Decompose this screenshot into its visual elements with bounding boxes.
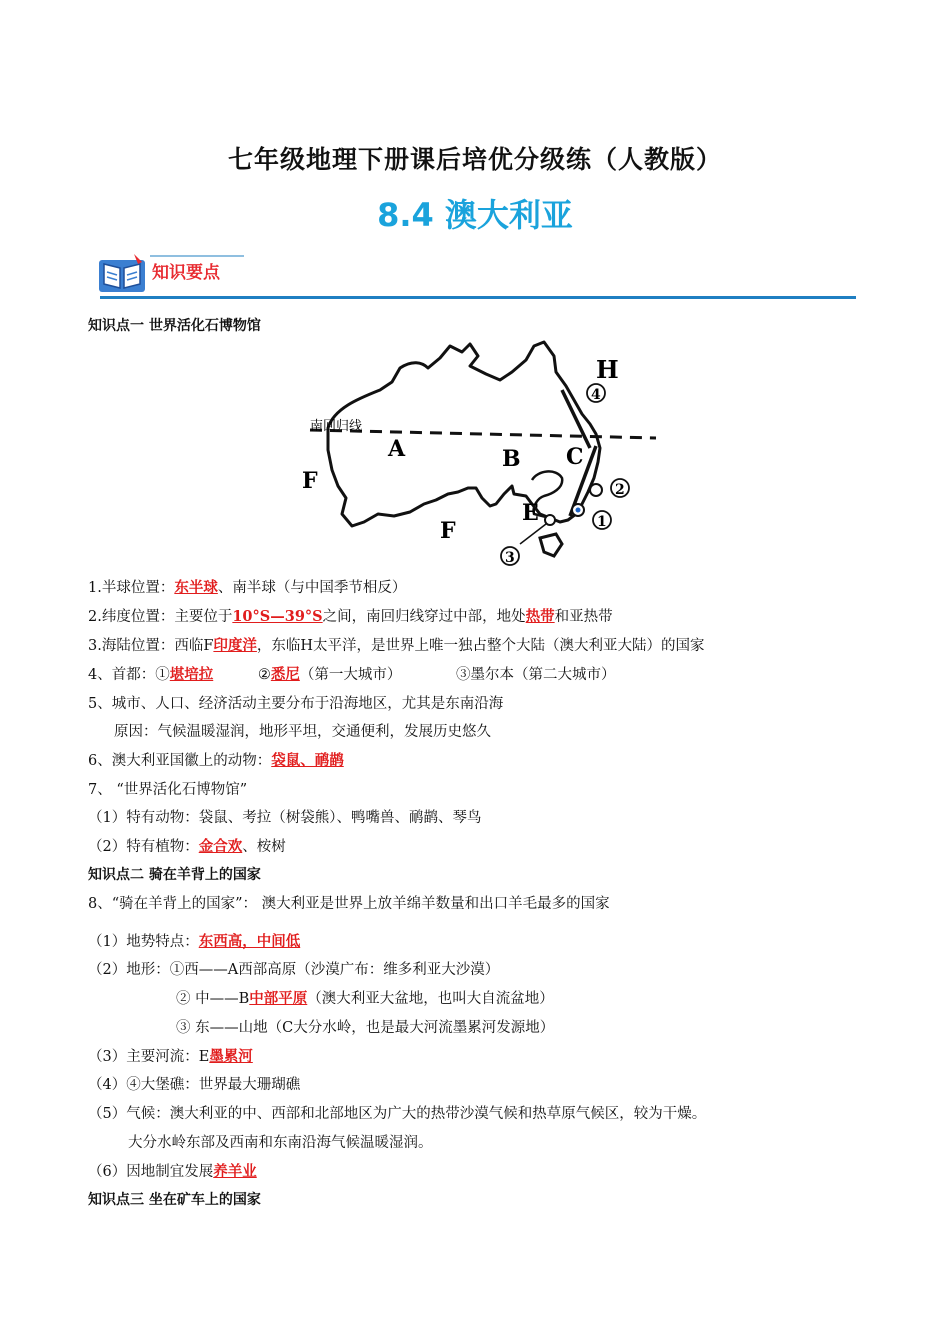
label-B: B [502,446,521,472]
label-C: C [566,444,584,470]
kp1-line-7b: （2）特有植物：金合欢、桉树 [88,838,286,855]
kp2-line-8: 8、“骑在羊背上的国家”： 澳大利亚是世界上放羊绵羊数量和出口羊毛最多的国家 [88,896,610,912]
answer: 堪培拉 [169,666,214,683]
label-E: E [522,500,539,526]
kp1-line-6: 6、澳大利亚国徽上的动物：袋鼠、鸸鹋 [88,752,344,769]
section-badge-label: 知识要点 [152,263,220,283]
kp1-line-7a: （1）特有动物：袋鼠、考拉（树袋熊）、鸭嘴兽、鸸鹋、琴鸟 [88,810,482,826]
kp3-heading: 知识点三 坐在矿车上的国家 [88,1192,261,1208]
tropic-label: 南回归线 [310,419,363,434]
kp2-heading: 知识点二 骑在羊背上的国家 [88,867,261,883]
melbourne-marker [545,515,555,525]
kp2-line-s4: （4）④大堡礁：世界最大珊瑚礁 [88,1077,301,1093]
answer: 金合欢 [198,838,243,855]
answer: 10°S—39°S [232,608,323,625]
label-F-south: F [440,518,456,544]
lesson-title: 8.4 澳大利亚 [377,196,573,234]
kp2-line-s2c: ③ 东——山地（C大分水岭，也是最大河流墨累河发源地） [176,1020,555,1036]
answer: 养羊业 [213,1163,257,1180]
australia-outline [328,342,600,526]
kp1-line-5: 5、城市、人口、经济活动主要分布于沿海地区，尤其是东南沿海 [88,696,504,712]
australia-map [300,338,660,570]
kp2-line-s3: （3）主要河流：E墨累河 [88,1048,253,1065]
answer: 悉尼 [270,666,300,683]
kp2-line-s1: （1）地势特点：东西高，中间低 [88,933,301,950]
svg-text:1: 1 [597,514,607,530]
tasmania-outline [540,534,562,556]
kp1-line-4: 4、首都：①堪培拉 ②悉尼（第一大城市） ③墨尔本（第二大城市） [88,666,616,683]
answer: 中部平原 [249,990,308,1007]
kp1-line-1: 1.半球位置：东半球、南半球（与中国季节相反） [88,579,407,596]
kp1-line-3: 3.海陆位置：西临F印度洋，东临H太平洋，是世界上唯一独占整个大陆（澳大利亚大陆）的国家 [88,637,705,654]
kp1-line-7: 7、 “世界活化石博物馆” [88,782,248,798]
kp1-line-2: 2.纬度位置：主要位于10°S—39°S之间，南回归线穿过中部，地处热带和亚热带 [88,608,613,625]
answer: 印度洋 [213,637,257,654]
kp1-heading: 知识点一 世界活化石博物馆 [88,318,261,334]
kp1-line-5b: 原因：气候温暖湿润，地形平坦，交通便利，发展历史悠久 [114,724,491,740]
label-A: A [388,436,406,462]
kp2-line-s5b: 大分水岭东部及西南和东南沿海气候温暖湿润。 [128,1135,433,1151]
sydney-marker [590,484,602,496]
kp2-line-s2: （2）地形：①西——A西部高原（沙漠广布：维多利亚大沙漠） [88,962,500,978]
header-divider [100,296,856,299]
answer: 东西高，中间低 [198,933,301,950]
answer: 袋鼠、鸸鹋 [271,752,344,769]
svg-text:3: 3 [505,550,515,566]
kp2-line-s2b: ② 中——B中部平原（澳大利亚大盆地，也叫大自流盆地） [176,990,554,1007]
kp2-line-s5: （5）气候：澳大利亚的中、西部和北部地区为广大的热带沙漠气候和热草原气候区，较为干燥。 [88,1106,707,1122]
document-title: 七年级地理下册课后培优分级练（人教版） [227,145,722,174]
label-F-west: F [302,468,318,494]
kp2-line-s6: （6）因地制宜发展养羊业 [88,1163,257,1180]
svg-text:4: 4 [591,387,601,403]
answer: 东半球 [174,579,218,596]
answer: 墨累河 [209,1048,253,1065]
svg-text:2: 2 [615,482,625,498]
label-H: H [596,355,619,384]
answer: 热带 [525,608,555,625]
